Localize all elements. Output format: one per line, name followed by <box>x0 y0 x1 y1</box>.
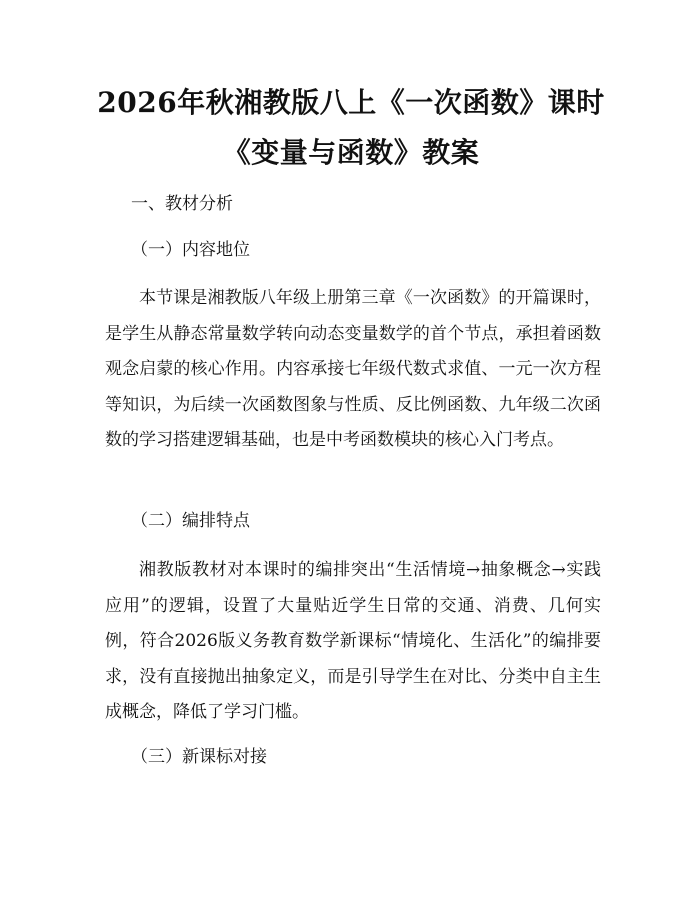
subsection-heading-curriculum-alignment: （三）新课标对接 <box>131 747 267 767</box>
document-title: 2026年秋湘教版八上《一次函数》课时《变量与函数》教案 <box>97 86 605 169</box>
subsection-heading-arrangement: （二）编排特点 <box>131 511 250 531</box>
paragraph-content-position: 本节课是湘教版八年级上册第三章《一次函数》的开篇课时，是学生从静态常量数学转向动态变量数学的首个节点，承担着函数观念启蒙的核心作用。内容承接七年级代数式求值、一元一次方程等知识，为后续一次函数图象与性质、反比例函数、九年级二次函数的学习搭建逻辑基础，也是中考函数模块的核心入门考点。 <box>105 288 601 450</box>
section-heading-textbook-analysis: 一、教材分析 <box>131 194 233 214</box>
paragraph-arrangement: 湘教版教材对本课时的编排突出“生活情境→抽象概念→实践应用”的逻辑，设置了大量贴近学生日常的交通、消费、几何实例，符合2026版义务教育数学新课标“情境化、生活化”的编排要求，没有直接抛出抽象定义，而是引导学生在对比、分类中自主生成概念，降低了学习门槛。 <box>105 560 601 722</box>
subsection-heading-content-position: （一）内容地位 <box>131 240 250 260</box>
